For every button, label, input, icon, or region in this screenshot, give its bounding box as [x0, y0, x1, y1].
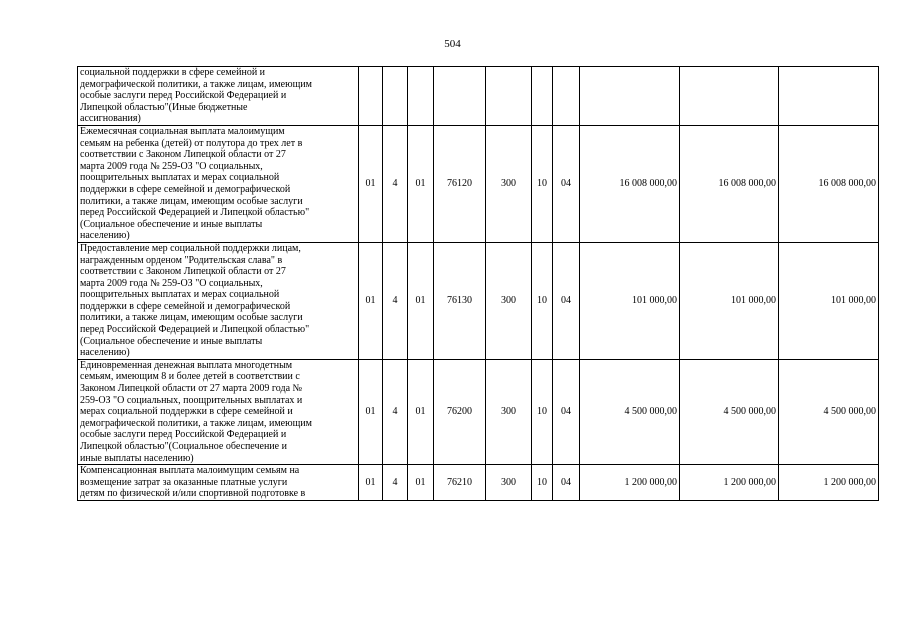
program-code: 01: [359, 359, 383, 464]
section-code: 10: [532, 125, 553, 242]
description-line: семьям, имеющим 8 и более детей в соответствии с: [80, 371, 300, 383]
description-line: иные выплаты населению): [80, 452, 194, 464]
amount-year-2: 16 008 000,00: [680, 125, 779, 242]
section-code: [532, 67, 553, 126]
description-line: перед Российской Федерацией и Липецкой областью": [80, 324, 310, 336]
expense-type-code: 300: [486, 125, 532, 242]
description-line: поощрительных выплатах и мерах социальной: [80, 172, 280, 184]
amount-year-1: 16 008 000,00: [580, 125, 680, 242]
page-number: 504: [444, 38, 461, 50]
direction-code: [434, 67, 486, 126]
description-line: ассигнования): [80, 113, 141, 125]
description-line: детям по физической и/или спортивной подготовке в: [80, 488, 306, 500]
section-code: 10: [532, 359, 553, 464]
expense-type-code: 300: [486, 465, 532, 501]
direction-code: 76120: [434, 125, 486, 242]
row-description: [78, 359, 359, 464]
description-line: 259-ОЗ "О социальных, поощрительных выплатах и: [80, 394, 303, 406]
description-line: особые заслуги перед Российской Федерацией и: [80, 429, 287, 441]
subsection-code: 04: [553, 125, 580, 242]
description-line: соответствии с Законом Липецкой области от 27: [80, 266, 286, 278]
subprogram-code: [383, 67, 408, 126]
description-line: политики, а также лицам, имеющим особые заслуги: [80, 195, 303, 207]
description-line: населению): [80, 347, 130, 359]
description-line: мерах социальной поддержки в сфере семейной и: [80, 406, 293, 418]
table-row: [78, 465, 879, 501]
subsection-code: [553, 67, 580, 126]
table-row: [78, 359, 879, 464]
description-line: поддержки в сфере семейной и демографической: [80, 183, 291, 195]
description-line: марта 2009 года № 259-ОЗ "О социальных,: [80, 160, 263, 172]
amount-year-2: 101 000,00: [680, 242, 779, 359]
description-line: (Социальное обеспечение и иные выплаты: [80, 218, 263, 230]
budget-table: [77, 66, 879, 501]
description-line: Единовременная денежная выплата многодетным: [80, 359, 293, 371]
main-event-code: 01: [408, 465, 434, 501]
subprogram-code: 4: [383, 125, 408, 242]
description-line: Законом Липецкой области от 27 марта 2009 года №: [80, 383, 303, 395]
description-line: перед Российской Федерацией и Липецкой областью": [80, 207, 310, 219]
description-line: возмещение затрат за оказанные платные услуги: [80, 476, 288, 488]
description-line: семьям на ребенка (детей) от полутора до трех лет в: [80, 137, 303, 149]
table-row: [78, 67, 879, 126]
subsection-code: 04: [553, 242, 580, 359]
row-description: [78, 242, 359, 359]
subprogram-code: 4: [383, 242, 408, 359]
subprogram-code: 4: [383, 465, 408, 501]
section-code: 10: [532, 465, 553, 501]
description-line: Ежемесячная социальная выплата малоимущим: [80, 125, 285, 137]
main-event-code: [408, 67, 434, 126]
description-line: Липецкой областью"(Социальное обеспечение и: [80, 441, 287, 452]
description-line: поощрительных выплатах и мерах социальной: [80, 289, 280, 301]
main-event-code: 01: [408, 125, 434, 242]
direction-code: 76200: [434, 359, 486, 464]
amount-year-1: 101 000,00: [580, 242, 680, 359]
subsection-code: 04: [553, 359, 580, 464]
program-code: 01: [359, 465, 383, 501]
expense-type-code: [486, 67, 532, 126]
main-event-code: 01: [408, 242, 434, 359]
description-line: социальной поддержки в сфере семейной и: [80, 67, 266, 78]
program-code: 01: [359, 242, 383, 359]
description-line: особые заслуги перед Российской Федерацией и: [80, 90, 287, 102]
direction-code: 76130: [434, 242, 486, 359]
program-code: 01: [359, 125, 383, 242]
description-line: (Социальное обеспечение и иные выплаты: [80, 335, 263, 347]
description-line: поддержки в сфере семейной и демографической: [80, 300, 291, 312]
main-event-code: 01: [408, 359, 434, 464]
amount-year-2: [680, 67, 779, 126]
description-line: соответствии с Законом Липецкой области от 27: [80, 149, 286, 161]
description-line: демографической политики, а также лицам, имеющим: [80, 417, 312, 429]
section-code: 10: [532, 242, 553, 359]
amount-year-3: 16 008 000,00: [779, 125, 879, 242]
description-line: Предоставление мер социальной поддержки лицам,: [80, 242, 301, 254]
description-line: политики, а также лицам, имеющим особые заслуги: [80, 312, 303, 324]
description-line: Компенсационная выплата малоимущим семьям на: [80, 465, 300, 477]
amount-year-1: 1 200 000,00: [580, 465, 680, 501]
expense-type-code: 300: [486, 359, 532, 464]
amount-year-1: 4 500 000,00: [580, 359, 680, 464]
description-line: Липецкой областью"(Иные бюджетные: [80, 101, 248, 113]
amount-year-3: 4 500 000,00: [779, 359, 879, 464]
subsection-code: 04: [553, 465, 580, 501]
direction-code: 76210: [434, 465, 486, 501]
description-line: награжденным орденом "Родительская слава" в: [80, 254, 283, 266]
program-code: [359, 67, 383, 126]
description-line: марта 2009 года № 259-ОЗ "О социальных,: [80, 277, 263, 289]
row-description: [78, 465, 359, 501]
amount-year-2: 1 200 000,00: [680, 465, 779, 501]
amount-year-3: 101 000,00: [779, 242, 879, 359]
table-row: [78, 242, 879, 359]
subprogram-code: 4: [383, 359, 408, 464]
amount-year-1: [580, 67, 680, 126]
table-row: [78, 125, 879, 242]
amount-year-2: 4 500 000,00: [680, 359, 779, 464]
amount-year-3: [779, 67, 879, 126]
expense-type-code: 300: [486, 242, 532, 359]
row-description: [78, 67, 359, 126]
amount-year-3: 1 200 000,00: [779, 465, 879, 501]
budget-table-body: [78, 67, 879, 501]
description-line: населению): [80, 230, 130, 242]
description-line: демографической политики, а также лицам, имеющим: [80, 78, 312, 90]
row-description: [78, 125, 359, 242]
